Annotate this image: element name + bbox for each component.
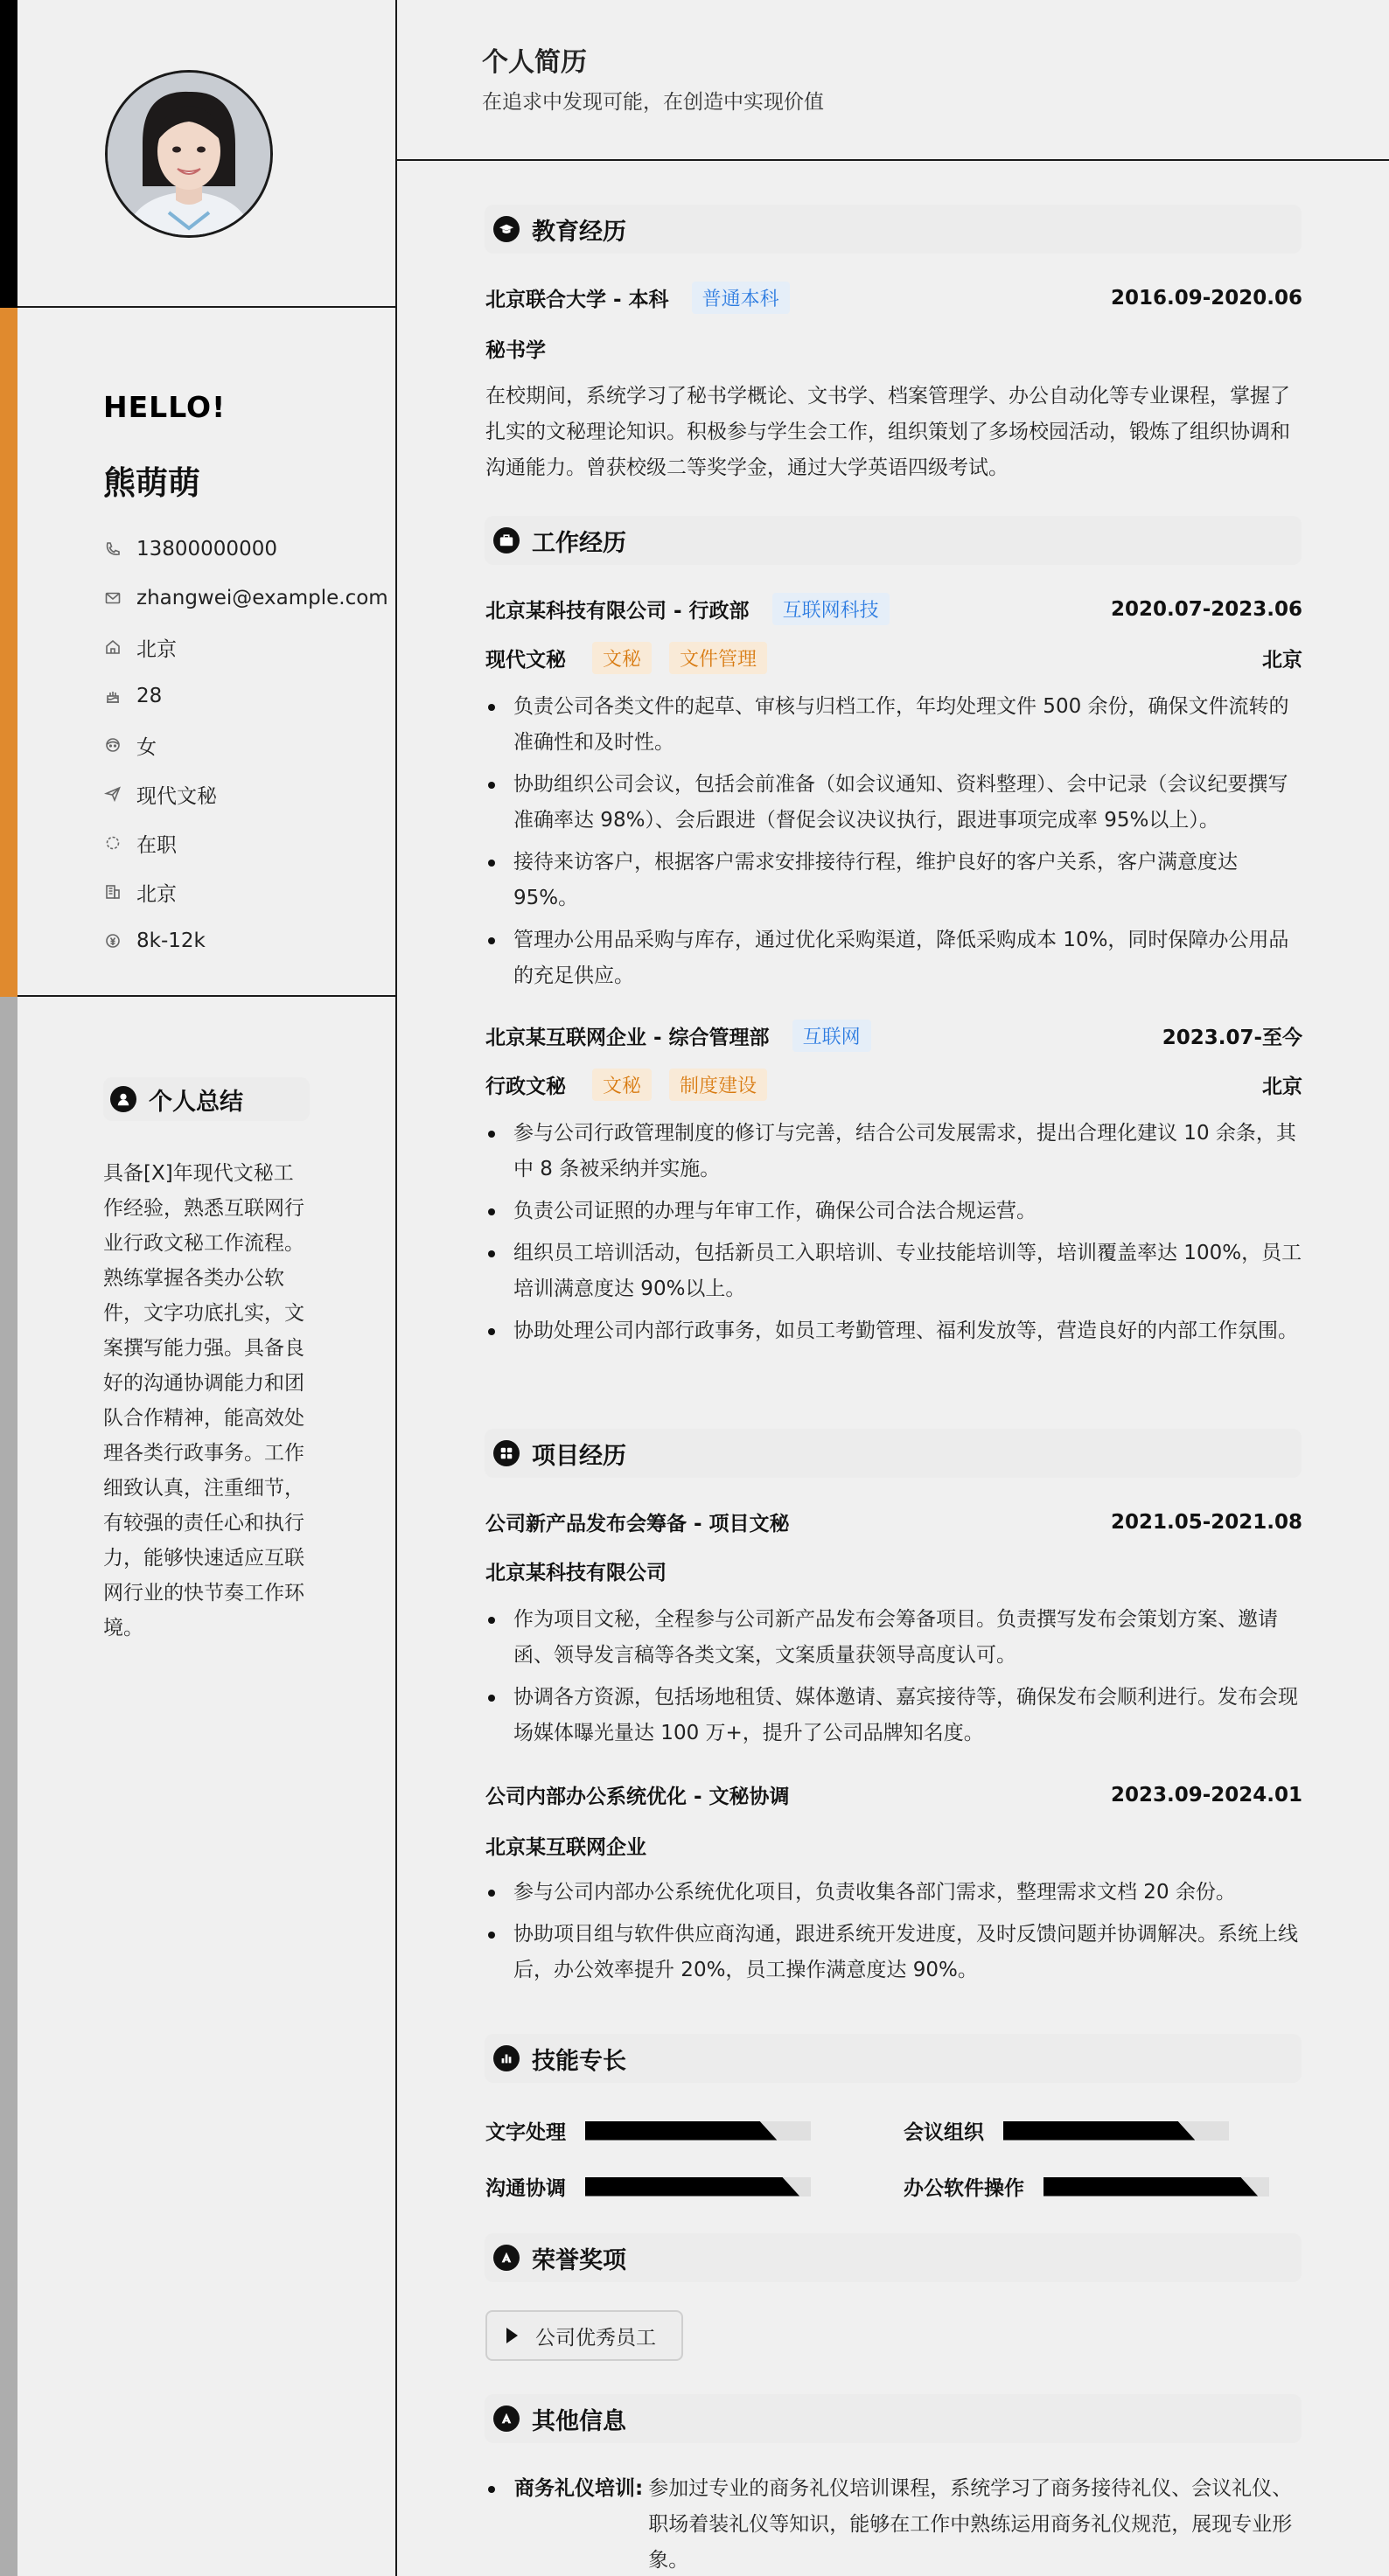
phone-icon	[103, 540, 122, 559]
skill-bar-fill	[1043, 2177, 1258, 2197]
info-target-position	[103, 769, 388, 818]
project-header-row	[485, 1780, 1302, 1809]
other-section-header	[485, 2394, 1302, 2443]
honors-title: 荣誉奖项	[532, 2246, 626, 2274]
job-position: 行政文秘	[485, 1076, 566, 1098]
job-skill-tag: 文秘	[592, 642, 652, 674]
education-title: 教育经历	[532, 218, 626, 246]
home-icon	[103, 637, 122, 657]
page-title: 个人简历	[482, 47, 587, 78]
contact-info-list	[103, 525, 388, 965]
other-title: 其他信息	[532, 2407, 626, 2435]
info-phone	[103, 525, 388, 574]
job-date: 2023.07-至今	[1162, 1027, 1302, 1049]
user-icon	[110, 1086, 136, 1112]
briefcase-icon	[493, 527, 520, 553]
skill-name: 办公软件操作	[904, 2177, 1024, 2200]
accent-stripe-grey	[0, 997, 17, 2576]
age-value: 28	[136, 685, 163, 707]
job-company: 北京某科技有限公司 - 行政部	[485, 600, 750, 623]
header-divider	[397, 159, 1389, 161]
target-position-value: 现代文秘	[136, 784, 217, 808]
list-item: 协助项目组与软件供应商沟通，跟进系统开发进度，及时反馈问题并协调解决。系统上线后，办公效率提升 20%，员工操作满意度达 90%。	[485, 1917, 1302, 1988]
job-date: 2020.07-2023.06	[1110, 597, 1302, 621]
summary-text: 具备[X]年现代文秘工作经验，熟悉互联网行业行政文秘工作流程。熟练掌握各类办公软件，文字功底扎实，文案撰写能力强。具备良好的沟通协调能力和团队合作精神，能高效处理各类行政事务。工作细致认真，注重细节，有较强的责任心和执行力，能够快速适应互联网行业的快节奏工作环境。	[103, 1162, 304, 1640]
list-item: 协调各方资源，包括场地租赁、媒体邀请、嘉宾接待等，确保发布会顺利进行。发布会现场媒体曝光量达 100 万+，提升了公司品牌知名度。	[485, 1680, 1302, 1751]
education-school: 北京联合大学 - 本科	[485, 289, 669, 311]
mail-icon	[103, 588, 122, 608]
page-subtitle: 在追求中发现可能，在创造中实现价值	[482, 91, 824, 114]
project-company: 北京某科技有限公司	[485, 1562, 667, 1584]
status-value: 在职	[136, 833, 177, 857]
info-gender	[103, 721, 388, 769]
skill-bar-fill	[585, 2121, 777, 2141]
list-item: 协助处理公司内部行政事务，如员工考勤管理、福利发放等，营造良好的内部工作氛围。	[485, 1313, 1302, 1349]
building-icon	[103, 882, 122, 902]
job-skill-tag: 制度建设	[669, 1069, 767, 1101]
project-bullets	[485, 1602, 1302, 1758]
work-city-value: 北京	[136, 882, 177, 906]
award-label: 公司优秀员工	[535, 2326, 656, 2350]
project-bullets	[485, 1875, 1302, 1995]
skill-bar-fill	[585, 2177, 799, 2197]
job-position-row	[485, 642, 1302, 674]
award-icon	[493, 2245, 520, 2271]
job-skill-tag: 文秘	[592, 1069, 652, 1101]
info-age	[103, 672, 388, 721]
info-work-city	[103, 867, 388, 916]
job-skill-tag: 文件管理	[669, 642, 767, 674]
project-date: 2021.05-2021.08	[1110, 1510, 1302, 1534]
education-description: 在校期间，系统学习了秘书学概论、文书学、档案管理学、办公自动化等专业课程，掌握了扎实的文秘理论知识。积极参与学生会工作，组织策划了多场校园活动，锻炼了组织协调和沟通能力。曾获校级二等奖学金，通过大学英语四级考试。	[485, 385, 1290, 479]
play-icon	[506, 2328, 518, 2343]
job-bullets	[485, 689, 1302, 1000]
skill-bar	[585, 2121, 811, 2141]
send-icon	[103, 784, 122, 804]
skill-name: 会议组织	[904, 2121, 984, 2144]
hello-title: HELLO!	[103, 390, 227, 424]
gender-value: 女	[136, 735, 157, 759]
other-text: 参加过专业的商务礼仪培训课程，系统学习了商务接待礼仪、会议礼仪、职场着装礼仪等知识，能够在工作中熟练运用商务礼仪规范，展现专业形象。	[648, 2477, 1293, 2572]
other-label: 商务礼仪培训:	[514, 2477, 644, 2500]
info-email	[103, 574, 388, 623]
summary-header	[103, 1077, 310, 1121]
honors-section-header	[485, 2233, 1302, 2282]
list-item: 负责公司各类文件的起草、审核与归档工作，年均处理文件 500 余份，确保文件流转的准确性和及时性。	[485, 689, 1302, 761]
job-header-row	[485, 1020, 1302, 1052]
salary-value: 8k-12k	[136, 929, 206, 952]
info-salary	[103, 916, 388, 965]
skill-bar	[1003, 2121, 1229, 2141]
list-item: 负责公司证照的办理与年审工作，确保公司合法合规运营。	[485, 1194, 1302, 1229]
list-item: 协助组织公司会议，包括会前准备（如会议通知、资料整理）、会中记录（会议纪要撰写准确率达 98%）、会后跟进（督促会议决议执行，跟进事项完成率 95%以上）。	[485, 767, 1302, 839]
info-icon	[493, 2405, 520, 2432]
project-header-row	[485, 1507, 1302, 1536]
skills-section-header	[485, 2034, 1302, 2083]
education-degree-tag: 普通本科	[692, 282, 790, 314]
gender-icon	[103, 735, 122, 755]
skill-bar	[1043, 2177, 1269, 2197]
projects-section-header	[485, 1429, 1302, 1478]
job-header-row	[485, 593, 1302, 625]
location-value: 北京	[136, 637, 177, 661]
project-name: 公司内部办公系统优化 - 文秘协调	[485, 1786, 790, 1808]
skill-item	[485, 2172, 811, 2201]
job-position-row	[485, 1069, 1302, 1101]
skill-item	[485, 2116, 811, 2145]
job-city: 北京	[1262, 649, 1302, 672]
job-industry-tag: 互联网科技	[772, 593, 890, 625]
column-divider	[395, 0, 397, 2576]
graduation-cap-icon	[493, 216, 520, 242]
education-row	[485, 282, 1302, 314]
project-date: 2023.09-2024.01	[1110, 1783, 1302, 1807]
skills-title: 技能专长	[532, 2047, 626, 2075]
status-icon	[103, 833, 122, 853]
list-item: 参与公司行政管理制度的修订与完善，结合公司发展需求，提出合理化建议 10 余条，其中 8 条被采纳并实施。	[485, 1116, 1302, 1187]
job-position: 现代文秘	[485, 649, 566, 672]
work-section-header	[485, 516, 1302, 565]
info-location	[103, 623, 388, 672]
other-item	[485, 2471, 1302, 2576]
list-item: 参与公司内部办公系统优化项目，负责收集各部门需求，整理需求文档 20 余份。	[485, 1875, 1302, 1911]
work-title: 工作经历	[532, 529, 626, 557]
accent-stripe-orange	[0, 308, 17, 997]
info-status	[103, 818, 388, 867]
job-industry-tag: 互联网	[792, 1020, 871, 1052]
job-company: 北京某互联网企业 - 综合管理部	[485, 1027, 770, 1049]
skill-name: 沟通协调	[485, 2177, 566, 2200]
salary-icon	[103, 931, 122, 950]
skill-item	[904, 2116, 1229, 2145]
sidebar-divider	[17, 306, 396, 308]
grid-icon	[493, 1440, 520, 1466]
list-item: 作为项目文秘，全程参与公司新产品发布会筹备项目。负责撰写发布会策划方案、邀请函、领导发言稿等各类文案，文案质量获领导高度认可。	[485, 1602, 1302, 1674]
skill-name: 文字处理	[485, 2121, 566, 2144]
email-value: zhangwei@example.com	[136, 587, 388, 609]
project-name: 公司新产品发布会筹备 - 项目文秘	[485, 1513, 790, 1535]
job-bullets	[485, 1116, 1302, 1355]
list-item: 接待来访客户，根据客户需求安排接待行程，维护良好的客户关系，客户满意度达 95%。	[485, 845, 1302, 916]
avatar	[105, 70, 273, 238]
bullet-dot	[488, 2486, 495, 2493]
skill-bar	[585, 2177, 811, 2197]
skill-item	[904, 2172, 1269, 2201]
profile-name: 熊萌萌	[103, 464, 200, 502]
projects-title: 项目经历	[532, 1442, 626, 1470]
project-company: 北京某互联网企业	[485, 1836, 646, 1859]
summary-title: 个人总结	[149, 1088, 243, 1116]
award-item[interactable]	[485, 2310, 683, 2361]
education-date: 2016.09-2020.06	[1110, 286, 1302, 310]
sidebar-divider	[17, 995, 396, 997]
accent-stripe-black	[0, 0, 17, 308]
list-item: 组织员工培训活动，包括新员工入职培训、专业技能培训等，培训覆盖率达 100%，员工培训满意度达 90%以上。	[485, 1236, 1302, 1307]
phone-value: 13800000000	[136, 538, 277, 560]
bar-chart-icon	[493, 2045, 520, 2071]
education-section-header	[485, 205, 1302, 254]
list-item: 管理办公用品采购与库存，通过优化采购渠道，降低采购成本 10%，同时保障办公用品的充足供应。	[485, 922, 1302, 994]
cake-icon	[103, 686, 122, 706]
skill-bar-fill	[1003, 2121, 1195, 2141]
education-major: 秘书学	[485, 339, 546, 362]
job-city: 北京	[1262, 1076, 1302, 1098]
